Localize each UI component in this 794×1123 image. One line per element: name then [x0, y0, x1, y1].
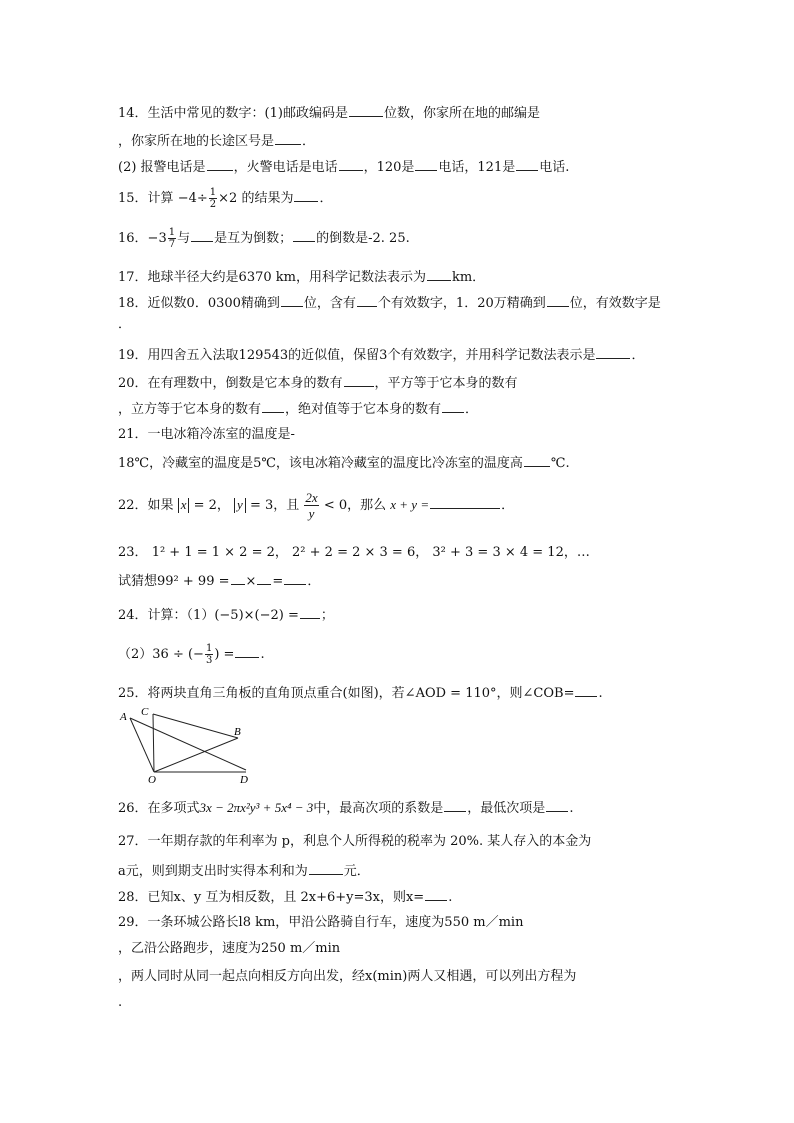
q27-line-2: a元，则到期支出时实得本利和为 元．	[118, 860, 370, 881]
q23-line-2: 试猜想99² + 99 = × = ．	[118, 570, 320, 591]
triangle-figure	[116, 704, 256, 784]
answer-blank[interactable]	[207, 156, 233, 171]
answer-blank[interactable]	[516, 156, 538, 171]
q18: 18．近似数0．0300精确到 位，含有 个有效数字，1．20万精确到 位，有效数字是	[118, 292, 661, 313]
answer-blank[interactable]	[596, 344, 630, 359]
answer-blank[interactable]	[349, 102, 383, 117]
q21-line-2: 18℃，冷藏室的温度是5℃，该电冰箱冷藏室的温度比冷冻室的温度高 ℃.	[118, 452, 570, 473]
q29-line-4: .	[118, 995, 123, 1010]
answer-blank[interactable]	[300, 604, 320, 619]
answer-blank[interactable]	[547, 292, 569, 307]
q22: 22．如果 x = 2， y = 3，且 $\frac{2x}{y}$ < 0，那么 x + y = ．	[118, 490, 515, 521]
q27-line-1: 27．一年期存款的年利率为 p，利息个人所得税的税率为 20%. 某人存入的本金为	[118, 834, 592, 849]
answer-blank[interactable]	[235, 643, 259, 658]
fraction: $\frac{2x}{y}$	[305, 490, 318, 521]
label-B: B	[234, 726, 241, 738]
answer-blank[interactable]	[344, 372, 374, 387]
answer-blank[interactable]	[430, 494, 500, 509]
line-OC	[153, 714, 154, 772]
answer-blank[interactable]	[284, 570, 306, 585]
q28: 28．已知x、y 互为相反数，且 2x+6+y=3x，则x= .	[118, 886, 452, 907]
answer-blank[interactable]	[427, 266, 451, 281]
answer-blank[interactable]	[293, 227, 315, 242]
fraction: $\frac{1}{7}$	[168, 227, 176, 250]
answer-blank[interactable]	[339, 156, 363, 171]
q25: 25．将两块直角三角板的直角顶点重合(如图)，若∠AOD = 110°，则∠COB= .	[118, 682, 603, 703]
line-AD	[130, 718, 246, 770]
q17: 17．地球半径大约是6370 km，用科学记数法表示为 km．	[118, 266, 485, 287]
q14-line-2: ，你家所在地的长途区号是 ．	[118, 130, 315, 151]
fraction: $\frac{1}{2}$	[209, 187, 217, 210]
q24-line-1: 24．计算：（1）(−5)×(−2) = ；	[118, 604, 334, 625]
answer-blank[interactable]	[442, 398, 464, 413]
q15: 15．计算 −4÷ $\frac{1}{2}$ ×2 的结果为 ．	[118, 187, 333, 210]
q18-end: ．	[118, 317, 132, 332]
line-OA	[130, 718, 154, 772]
answer-blank[interactable]	[415, 156, 437, 171]
label-C: C	[141, 706, 149, 718]
answer-blank[interactable]	[524, 452, 550, 467]
q29-line-2: ，乙沿公路跑步，速度为250 m／min	[118, 941, 341, 956]
answer-blank[interactable]	[231, 570, 245, 585]
abs-y: y	[234, 498, 246, 513]
q21-line-1: 21．一电冰箱冷冻室的温度是-	[118, 427, 295, 442]
label-D: D	[240, 774, 248, 784]
answer-blank[interactable]	[309, 860, 343, 875]
answer-blank[interactable]	[575, 682, 597, 697]
answer-blank[interactable]	[191, 227, 213, 242]
answer-blank[interactable]	[425, 886, 447, 901]
label-A: A	[120, 711, 127, 723]
abs-x: x	[178, 498, 190, 513]
q20-line-2: ，立方等于它本身的数有 ，绝对值等于它本身的数有 ．	[118, 398, 478, 419]
q26: 26．在多项式3x − 2πx²y³ + 5x⁴ − 3中，最高次项的系数是 ，最低次项是 .	[118, 797, 573, 818]
q29-line-3: ，两人同时从同一起点向相反方向出发，经x(min)两人又相遇，可以列出方程为	[118, 969, 577, 984]
answer-blank[interactable]	[357, 292, 377, 307]
q29-line-1: 29．一条环城公路长l8 km，甲沿公路骑自行车，速度为550 m／min	[118, 915, 524, 930]
answer-blank[interactable]	[444, 797, 466, 812]
q14-line-1: 14．生活中常见的数字：(1)邮政编码是 位数，你家所在地的邮编是	[118, 102, 540, 123]
fraction: $\frac{1}{3}$	[205, 643, 213, 666]
answer-blank[interactable]	[257, 570, 271, 585]
q14-line-3: (2) 报警电话是 ，火警电话是电话 ，120是 电话，121是 电话.	[118, 156, 569, 177]
label-O: O	[148, 774, 156, 784]
q24-line-2: （2）36 ÷ (− $\frac{1}{3}$ ) = .	[118, 643, 265, 666]
q16: 16．−3 $\frac{1}{7}$ 与 是互为倒数； 的倒数是-2. 25.	[118, 227, 410, 250]
answer-blank[interactable]	[281, 292, 303, 307]
q23-line-1: 23． 1² + 1 = 1 × 2 = 2， 2² + 2 = 2 × 3 = 6， 3² + 3 = 3 × 4 = 12，…	[118, 545, 590, 560]
answer-blank[interactable]	[275, 130, 301, 145]
line-OB	[154, 738, 238, 772]
q20-line-1: 20．在有理数中，倒数是它本身的数有 ，平方等于它本身的数有	[118, 372, 518, 393]
answer-blank[interactable]	[546, 797, 568, 812]
answer-blank[interactable]	[262, 398, 284, 413]
answer-blank[interactable]	[294, 187, 318, 202]
q19: 19．用四舍五入法取129543的近似值，保留3个有效数字，并用科学记数法表示是 ．	[118, 344, 644, 365]
